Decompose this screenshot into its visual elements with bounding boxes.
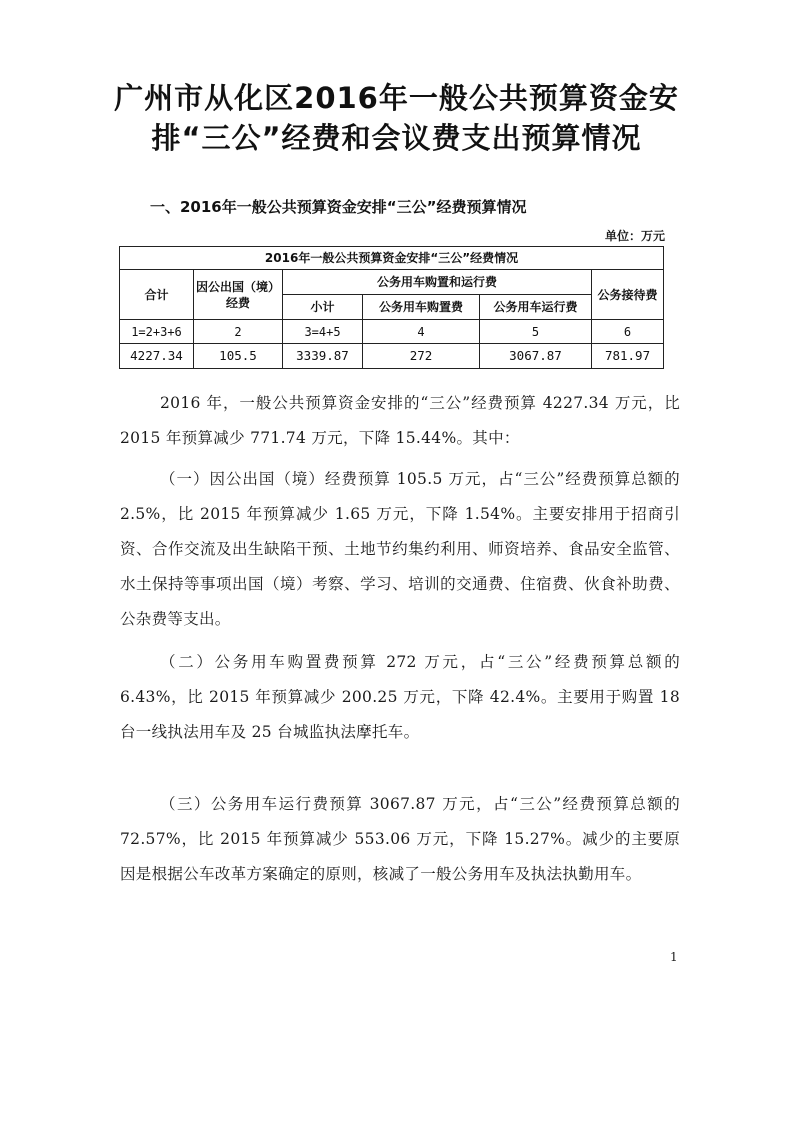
document-title-line-1: 广州市从化区2016年一般公共预算资金安 (114, 81, 679, 115)
table-cell: 3=4+5 (283, 320, 363, 344)
header-vehicle-purchase: 公务用车购置费 (363, 295, 480, 320)
table-cell: 4 (363, 320, 480, 344)
unit-label: 单位：万元 (604, 229, 665, 243)
table-cell: 5 (480, 320, 592, 344)
table-caption: 2016年一般公共预算资金安排“三公”经费情况 (120, 247, 664, 270)
paragraph-summary: 2016 年，一般公共预算资金安排的“三公”经费预算 4227.34 万元，比 2015 年预算减少 771.74 万元，下降 15.44%。其中： (120, 394, 680, 447)
table-row-index (120, 320, 664, 344)
budget-table (119, 246, 664, 369)
table-cell: 6 (592, 320, 664, 344)
table-cell: 4227.34 (120, 344, 194, 369)
header-vehicle-operation: 公务用车运行费 (480, 295, 592, 320)
table-cell: 3339.87 (283, 344, 363, 369)
page-number: 1 (670, 950, 678, 964)
paragraph-overseas: （一）因公出国（境）经费预算 105.5 万元，占“三公”经费预算总额的 2.5%，比 2015 年预算减少 1.65 万元，下降 1.54%。主要安排用于招商引资、合作交流及出生缺陷干预、土地节约集约利用、师资培养、食品安全监管、水土保持等事项出国（境）考察、学习、培训的交通费、住宿费、伙食补助费、公杂费等支出。 (120, 470, 680, 628)
table-cell: 2 (194, 320, 283, 344)
table-cell: 3067.87 (480, 344, 592, 369)
table-cell: 272 (363, 344, 480, 369)
paragraph-vehicle-purchase: （二）公务用车购置费预算 272 万元，占“三公”经费预算总额的 6.43%，比 2015 年预算减少 200.25 万元，下降 42.4%。主要用于购置 18 台一线执法用车及 25 台城监执法摩托车。 (120, 653, 680, 741)
section-heading: 一、2016年一般公共预算资金安排“三公”经费预算情况 (150, 198, 527, 216)
header-total: 合计 (120, 270, 194, 320)
document-title-line-2: 排“三公”经费和会议费支出预算情况 (151, 121, 642, 155)
table-cell: 781.97 (592, 344, 664, 369)
table-cell: 1=2+3+6 (120, 320, 194, 344)
header-reception: 公务接待费 (592, 270, 664, 320)
header-overseas: 因公出国（境）经费 (194, 270, 283, 320)
header-subtotal: 小计 (283, 295, 363, 320)
paragraph-vehicle-operation: （三）公务用车运行费预算 3067.87 万元，占“三公”经费预算总额的 72.57%，比 2015 年预算减少 553.06 万元，下降 15.27%。减少的主要原因是根据公车改革方案确定的原则，核减了一般公务用车及执法执勤用车。 (120, 795, 680, 883)
header-vehicle-group: 公务用车购置和运行费 (283, 270, 592, 295)
table-row-values (120, 344, 664, 369)
table-cell: 105.5 (194, 344, 283, 369)
